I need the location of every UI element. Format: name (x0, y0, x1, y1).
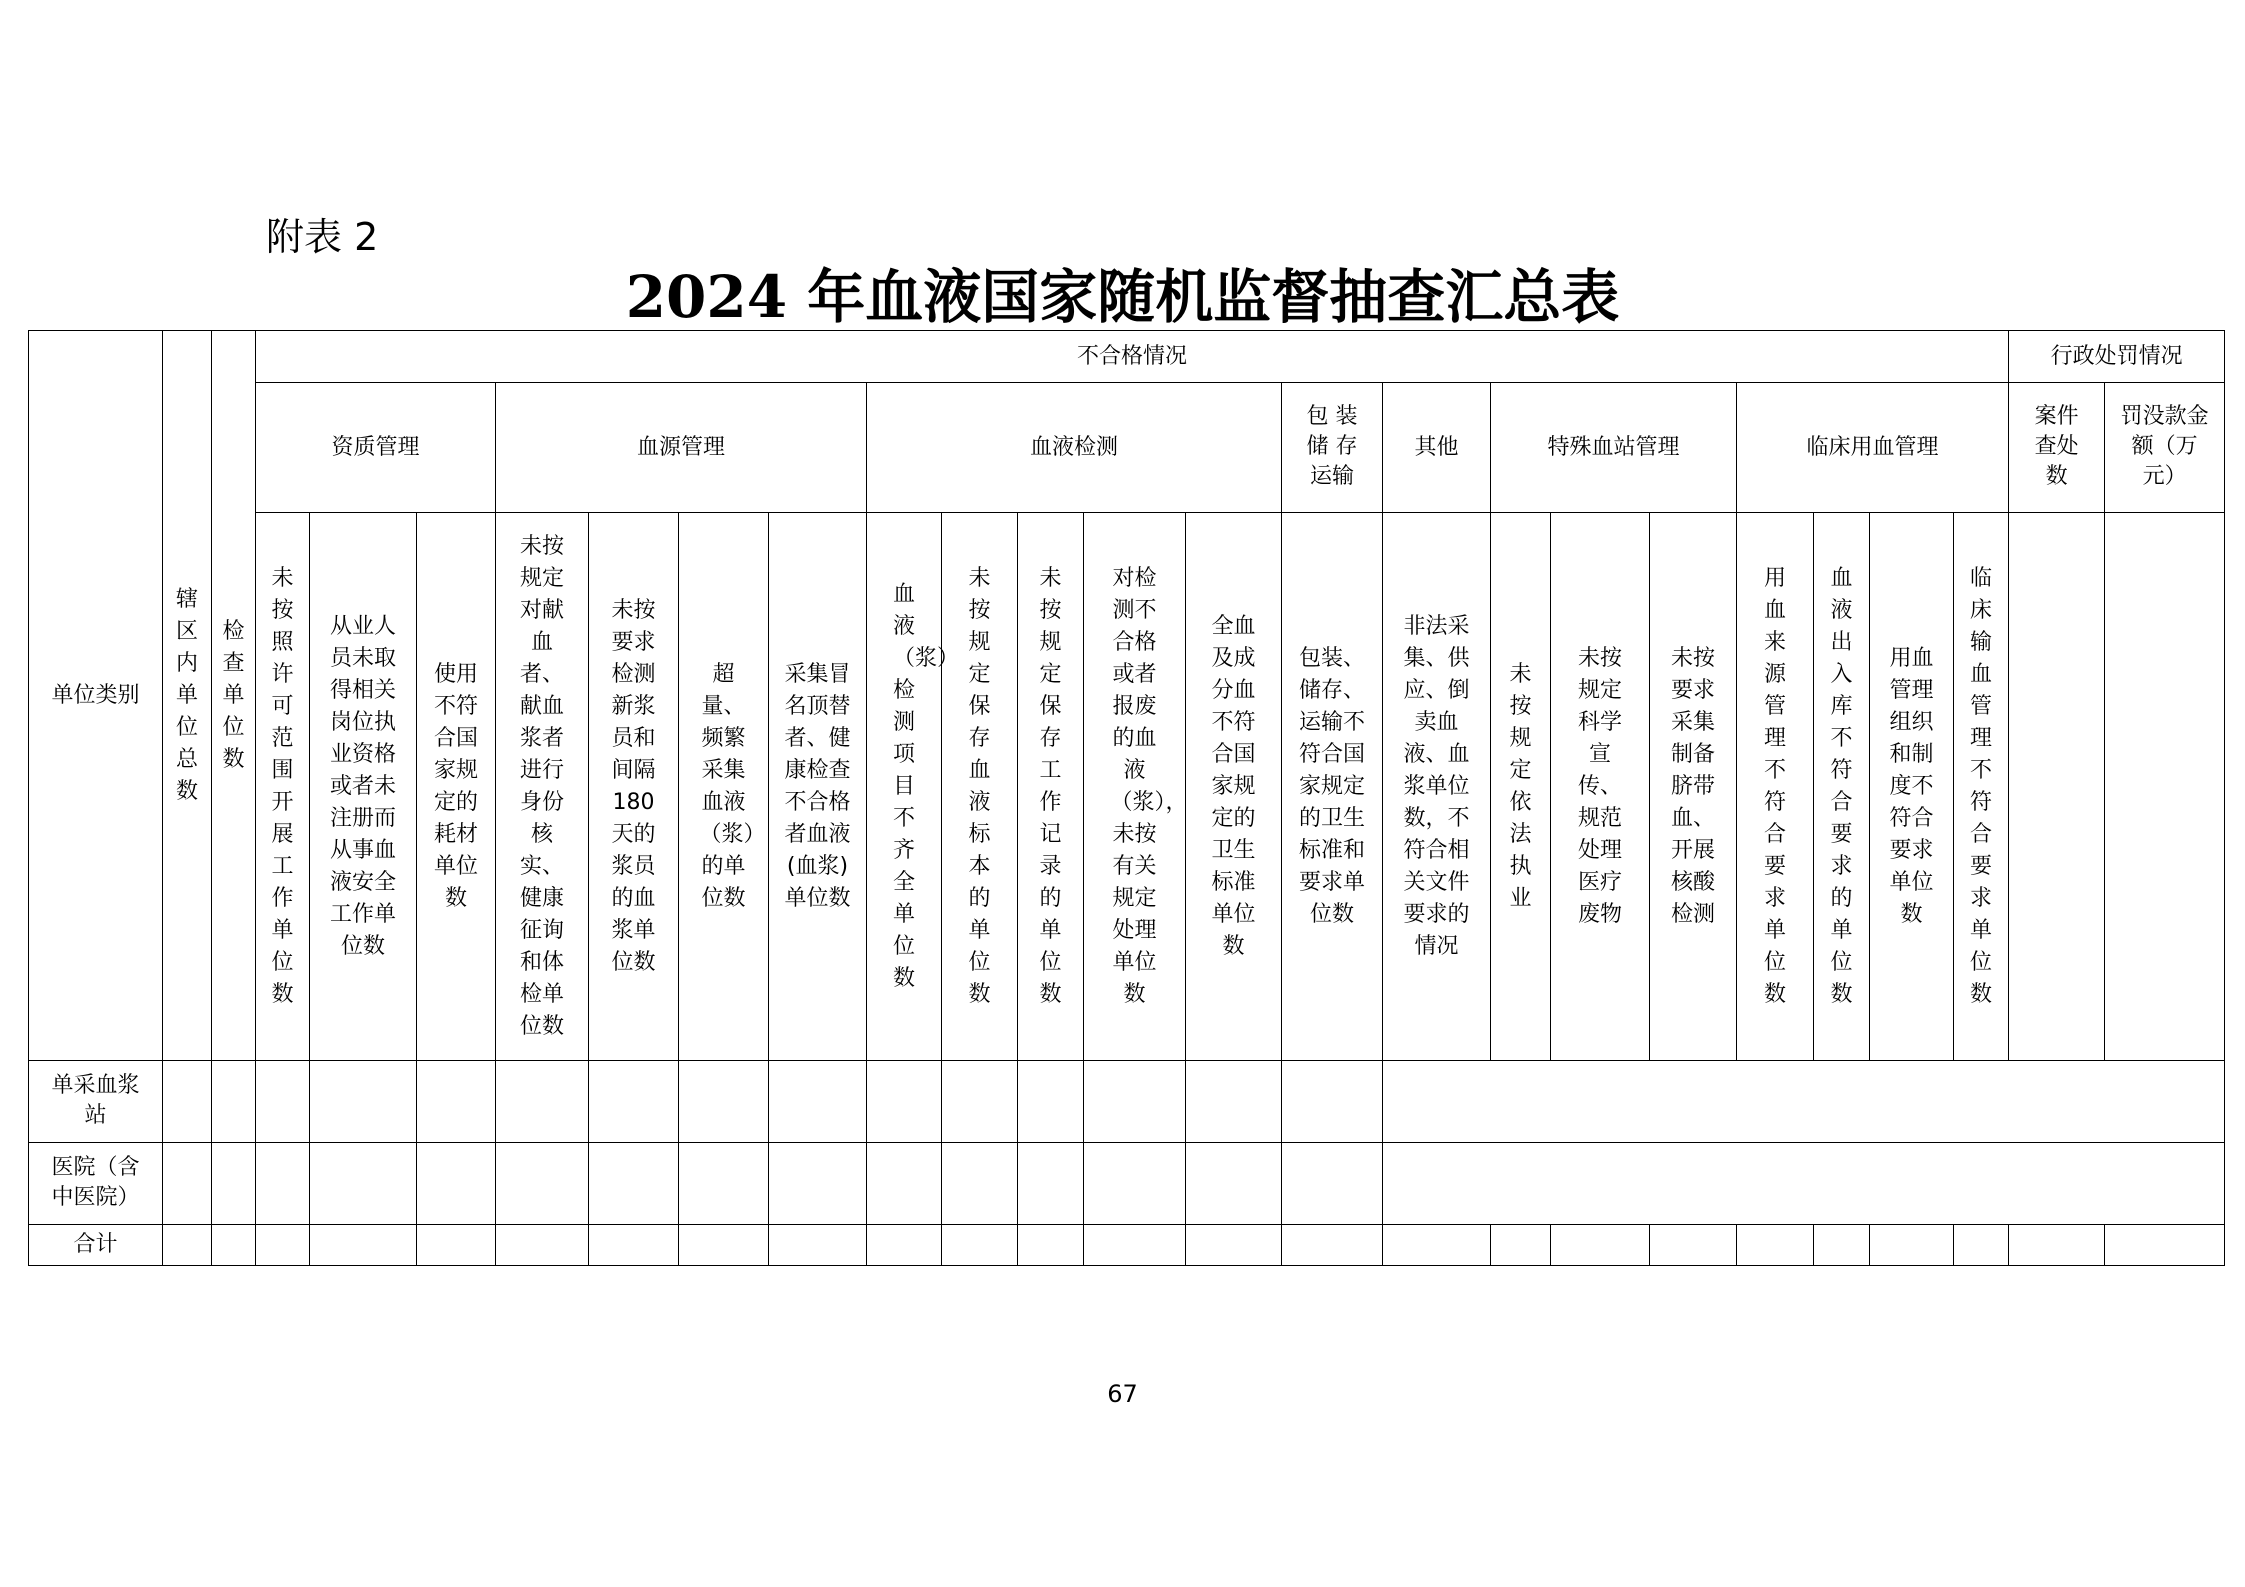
group-fines: 罚没款金额（万元） (2105, 383, 2225, 513)
sub-header: 非法采集、供应、倒卖血液、血浆单位数，不符合相关文件要求的情况 (1383, 513, 1491, 1061)
row-label: 单采血浆站 (29, 1061, 163, 1143)
header-inspected: 检查单位数 (212, 331, 256, 1061)
group-testing: 血液检测 (867, 383, 1282, 513)
merged-empty-cell (1383, 1061, 2225, 1143)
group-qualification: 资质管理 (256, 383, 496, 513)
group-other: 其他 (1383, 383, 1491, 513)
sub-header: 全血及成分血不符合国家规定的卫生标准单位数 (1186, 513, 1282, 1061)
group-special-station: 特殊血站管理 (1491, 383, 1737, 513)
header-district-total: 辖区内单位总数 (163, 331, 212, 1061)
sub-header: 超量、频繁采集血液（浆）的单位数 (679, 513, 769, 1061)
header-noncompliance: 不合格情况 (256, 331, 2009, 383)
page-number: 67 (1107, 1380, 1138, 1408)
sub-header: 血液出入库不符合要求的单位数 (1814, 513, 1870, 1061)
sub-header: 从业人员未取得相关岗位执业资格或者未注册而从事血液安全工作单位数 (310, 513, 417, 1061)
group-packaging: 包 装储 存运输 (1282, 383, 1383, 513)
sub-header: 未按要求采集制备脐带血、开展核酸检测 (1650, 513, 1737, 1061)
sub-header: 血液（浆）检测项目不齐全单位数 (867, 513, 942, 1061)
empty-header-cell (2009, 513, 2105, 1061)
group-cases: 案件查处数 (2009, 383, 2105, 513)
sub-header: 包装、储存、运输不符合国家规定的卫生标准和要求单位数 (1282, 513, 1383, 1061)
page-title: 2024 年血液国家随机监督抽查汇总表 (625, 263, 1620, 331)
sub-header: 未按规定科学宣传、规范处理医疗废物 (1551, 513, 1650, 1061)
sub-header: 未按规定对献血者、献血浆者进行身份核实、健康征询和体检单位数 (496, 513, 589, 1061)
sub-header: 未按规定依法执业 (1491, 513, 1551, 1061)
sub-header: 对检测不合格或者报废的血液（浆），未按有关规定处理单位数 (1084, 513, 1186, 1061)
merged-empty-cell (1383, 1143, 2225, 1225)
summary-table (28, 330, 2225, 1266)
sub-header: 未按规定保存血液标本的单位数 (942, 513, 1018, 1061)
sub-header: 未按要求检测新浆员和间隔180天的浆员的血浆单位数 (589, 513, 679, 1061)
group-source: 血源管理 (496, 383, 867, 513)
header-unit-type: 单位类别 (29, 331, 163, 1061)
appendix-label: 附表 2 (266, 215, 379, 259)
sub-header: 未按照许可范围开展工作单位数 (256, 513, 310, 1061)
sub-header: 使用不符合国家规定的耗材单位数 (417, 513, 496, 1061)
sub-header: 用血管理组织和制度不符合要求单位数 (1870, 513, 1954, 1061)
empty-header-cell (2105, 513, 2225, 1061)
row-label: 合计 (29, 1225, 163, 1266)
sub-header: 采集冒名顶替者、健康检查不合格者血液(血浆)单位数 (769, 513, 867, 1061)
header-admin-penalty: 行政处罚情况 (2009, 331, 2225, 383)
sub-header: 未按规定保存工作记录的单位数 (1018, 513, 1084, 1061)
sub-header: 用血来源管理不符合要求单位数 (1737, 513, 1814, 1061)
group-clinical: 临床用血管理 (1737, 383, 2009, 513)
sub-header: 临床输血管理不符合要求单位数 (1954, 513, 2009, 1061)
row-label: 医院（含中医院） (29, 1143, 163, 1225)
